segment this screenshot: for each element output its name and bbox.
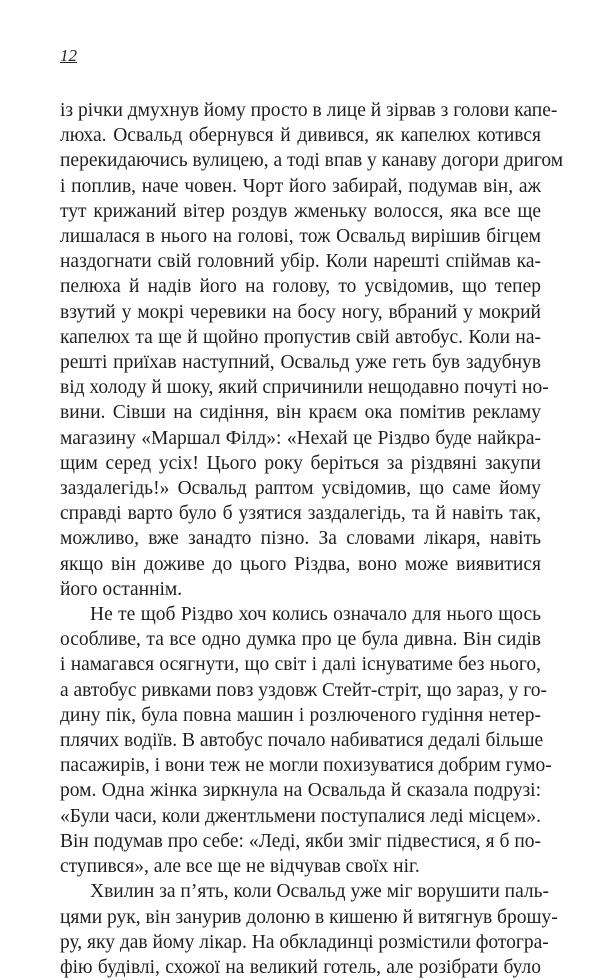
text-line: фію будівлі, схожої на великий готель, але розібрати було <box>60 956 541 978</box>
text-line: капелюх та ще й щойно пропустив свій автобус. Коли на- <box>60 326 541 348</box>
page-number: 12 <box>60 46 77 65</box>
text-line: його останнім. <box>60 578 183 600</box>
text-line: Не те щоб Різдво хоч колись означало для нього щось <box>90 604 541 626</box>
text-line: від холоду й шоку, який спричинили нещодавно почуті но- <box>60 377 549 399</box>
text-line: пелюха й надів його на голову, то усвідомив, що тепер <box>60 276 541 298</box>
text-line: вини. Сівши на сидіння, він краєм ока помітив рекламу <box>60 402 541 424</box>
text-line: цями рук, він занурив долоню в кишеню й витягнув брошу- <box>60 906 558 928</box>
paragraph-3 <box>60 879 558 980</box>
text-line: і поплив, наче човен. Чорт його забирай, подумав він, аж <box>60 175 541 197</box>
text-line: ру, яку дав йому лікар. На обкладинці розмістили фотогра- <box>60 931 549 953</box>
text-line: перекидаючись вулицею, а тоді впав у канаву догори дригом <box>60 150 564 172</box>
text-line: а автобус ривками повз уздовж Стейт-стріт, що зараз, у го- <box>60 679 547 701</box>
text-line: Хвилин за п’ять, коли Освальд уже міг ворушити паль- <box>90 881 550 903</box>
body-text <box>60 98 564 980</box>
text-line: Він подумав про себе: «Леді, якби зміг підвестися, я б по- <box>60 830 541 852</box>
paragraph-2 <box>60 602 552 879</box>
text-line: люха. Освальд обернувся й дивився, як капелюх котився <box>60 125 541 147</box>
paragraph-1 <box>60 98 564 602</box>
text-line: особливе, та все одно думка про це була дивна. Він сидів <box>60 629 541 651</box>
text-line: із річки дмухнув йому просто в лице й зірвав з голови капе- <box>60 100 558 121</box>
text-line: можливо, вже занадто пізно. За словами лікаря, навіть <box>60 528 541 550</box>
text-line: решті приїхав наступний, Освальд уже геть був задубнув <box>60 352 541 374</box>
text-line: наздогнати свій головний убір. Коли нарешті спіймав ка- <box>60 251 541 273</box>
text-line: ром. Одна жінка зиркнула на Освальда й сказала подрузі: <box>60 780 541 802</box>
text-line: заздалегідь!» Освальд раптом усвідомив, що саме йому <box>60 478 541 500</box>
text-line: взутий у мокрі черевики на босу ногу, вбраний у мокрий <box>60 301 541 323</box>
text-line: щим серед усіх! Цього року беріться за різдвяні закупи <box>60 452 541 474</box>
text-line: якщо він доживе до цього Різдва, воно може виявитися <box>60 553 541 575</box>
text-line: лишалася в нього на голові, тож Освальд вирішив бігцем <box>60 226 541 248</box>
text-line: дину пік, була повна машин і розлюченого гудіння нетер- <box>60 704 541 726</box>
text-line: і намагався осягнути, що світ і далі існуватиме без нього, <box>60 654 541 676</box>
text-line: справді варто було б узятися заздалегідь, та й навіть так, <box>60 503 541 525</box>
text-line: «Були часи, коли джентльмени поступалися леді місцем». <box>60 805 541 827</box>
text-line: пасажирів, і вони теж не могли похизуватися добрим гумо- <box>60 755 552 777</box>
text-line: тут крижаний вітер роздув жменьку волосся, яка все ще <box>60 200 541 222</box>
text-line: ступився», але все ще не відчував своїх ніг. <box>60 856 420 878</box>
text-line: магазину «Маршал Філд»: «Нехай це Різдво буде найкра- <box>60 427 541 449</box>
text-line: плячих водіїв. В автобус почало набиватися дедалі більше <box>60 730 544 752</box>
